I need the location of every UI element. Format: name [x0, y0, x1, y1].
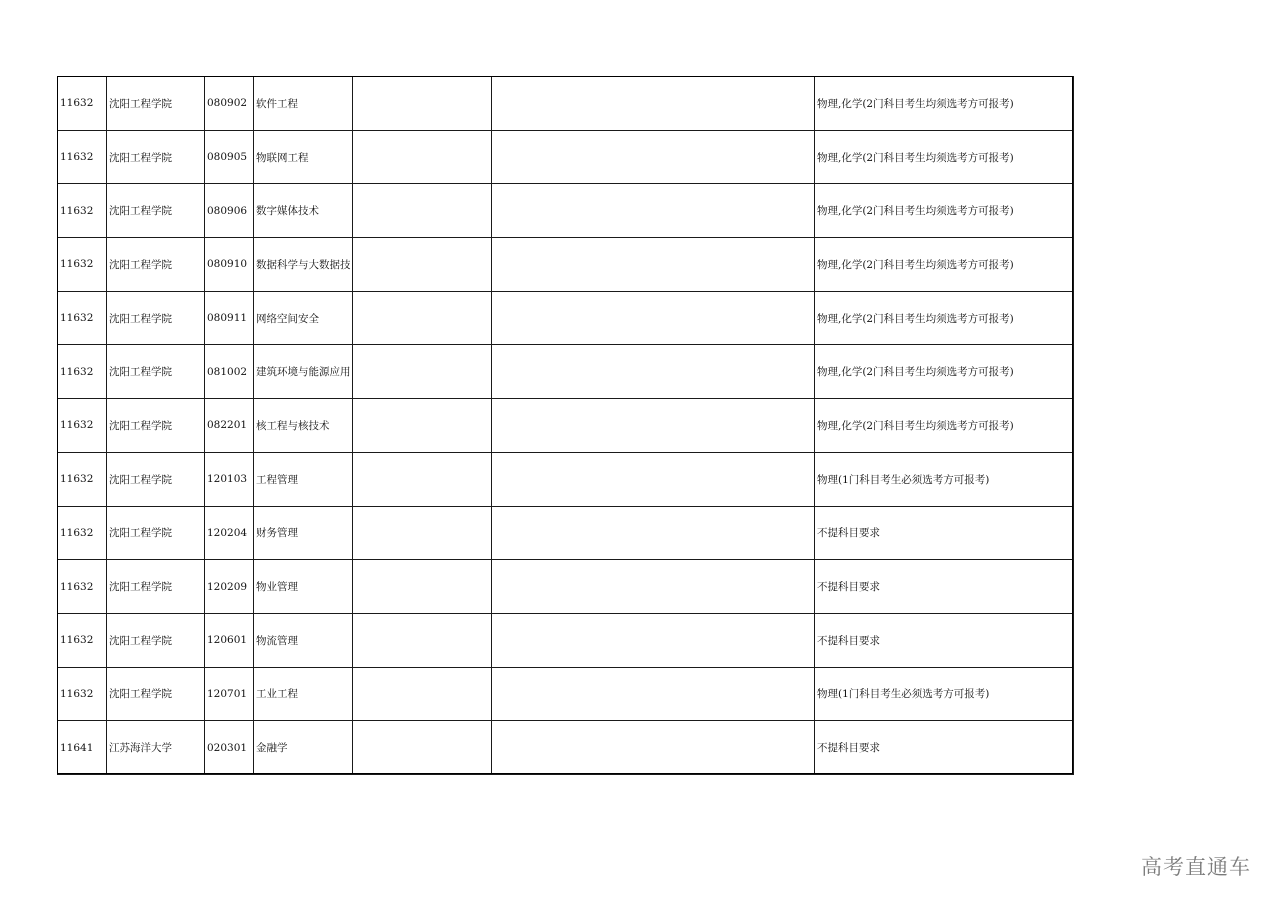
table-body [58, 77, 1074, 775]
empty-cell [492, 238, 815, 292]
empty-cell [492, 721, 815, 775]
table-row [58, 238, 1074, 292]
major-code-cell: 120204 [205, 506, 254, 560]
major-code-cell: 080911 [205, 291, 254, 345]
school-code-cell: 11632 [58, 345, 107, 399]
empty-cell [492, 667, 815, 721]
major-name-cell: 数据科学与大数据技 [254, 238, 353, 292]
subject-requirement-cell: 不提科目要求 [815, 721, 1074, 775]
empty-cell [353, 560, 492, 614]
major-code-cell: 080906 [205, 184, 254, 238]
school-code-cell: 11632 [58, 130, 107, 184]
major-name-cell: 建筑环境与能源应用 [254, 345, 353, 399]
empty-cell [353, 77, 492, 131]
school-code-cell: 11632 [58, 667, 107, 721]
subject-requirement-cell: 不提科目要求 [815, 613, 1074, 667]
subject-requirement-cell: 物理,化学(2门科目考生均须选考方可报考) [815, 130, 1074, 184]
school-name-cell: 沈阳工程学院 [107, 345, 205, 399]
table-row [58, 130, 1074, 184]
school-code-cell: 11632 [58, 452, 107, 506]
empty-cell [492, 613, 815, 667]
school-name-cell: 沈阳工程学院 [107, 560, 205, 614]
empty-cell [353, 721, 492, 775]
school-name-cell: 沈阳工程学院 [107, 130, 205, 184]
empty-cell [492, 399, 815, 453]
school-code-cell: 11632 [58, 77, 107, 131]
table-row [58, 399, 1074, 453]
school-code-cell: 11632 [58, 560, 107, 614]
subject-requirement-cell: 不提科目要求 [815, 506, 1074, 560]
major-code-cell: 080905 [205, 130, 254, 184]
watermark: 高考直通车 [1141, 855, 1251, 879]
empty-cell [492, 184, 815, 238]
subject-requirement-cell: 物理,化学(2门科目考生均须选考方可报考) [815, 184, 1074, 238]
subject-requirement-cell: 物理,化学(2门科目考生均须选考方可报考) [815, 238, 1074, 292]
school-name-cell: 沈阳工程学院 [107, 506, 205, 560]
major-name-cell: 物联网工程 [254, 130, 353, 184]
table-row [58, 345, 1074, 399]
major-code-cell: 020301 [205, 721, 254, 775]
subject-requirement-cell: 不提科目要求 [815, 560, 1074, 614]
major-name-cell: 物流管理 [254, 613, 353, 667]
major-code-cell: 081002 [205, 345, 254, 399]
school-code-cell: 11641 [58, 721, 107, 775]
empty-cell [492, 130, 815, 184]
major-code-cell: 120601 [205, 613, 254, 667]
school-name-cell: 沈阳工程学院 [107, 238, 205, 292]
empty-cell [353, 506, 492, 560]
table-row [58, 560, 1074, 614]
school-name-cell: 沈阳工程学院 [107, 77, 205, 131]
school-name-cell: 沈阳工程学院 [107, 613, 205, 667]
table-row [58, 452, 1074, 506]
major-code-cell: 080902 [205, 77, 254, 131]
major-name-cell: 数字媒体技术 [254, 184, 353, 238]
empty-cell [353, 238, 492, 292]
table-row [58, 721, 1074, 775]
empty-cell [492, 77, 815, 131]
subject-requirement-cell: 物理,化学(2门科目考生均须选考方可报考) [815, 345, 1074, 399]
empty-cell [353, 184, 492, 238]
school-code-cell: 11632 [58, 184, 107, 238]
major-name-cell: 网络空间安全 [254, 291, 353, 345]
table-row [58, 667, 1074, 721]
major-name-cell: 金融学 [254, 721, 353, 775]
empty-cell [353, 130, 492, 184]
table-row [58, 506, 1074, 560]
subject-requirement-cell: 物理,化学(2门科目考生均须选考方可报考) [815, 77, 1074, 131]
major-code-cell: 120701 [205, 667, 254, 721]
empty-cell [353, 291, 492, 345]
school-code-cell: 11632 [58, 506, 107, 560]
school-name-cell: 沈阳工程学院 [107, 667, 205, 721]
school-code-cell: 11632 [58, 291, 107, 345]
school-name-cell: 沈阳工程学院 [107, 291, 205, 345]
major-name-cell: 工业工程 [254, 667, 353, 721]
empty-cell [353, 345, 492, 399]
empty-cell [353, 452, 492, 506]
table-row [58, 291, 1074, 345]
major-name-cell: 工程管理 [254, 452, 353, 506]
major-code-cell: 080910 [205, 238, 254, 292]
school-code-cell: 11632 [58, 613, 107, 667]
empty-cell [353, 613, 492, 667]
school-name-cell: 沈阳工程学院 [107, 399, 205, 453]
school-code-cell: 11632 [58, 238, 107, 292]
subject-requirement-cell: 物理(1门科目考生必须选考方可报考) [815, 667, 1074, 721]
subject-requirement-cell: 物理,化学(2门科目考生均须选考方可报考) [815, 291, 1074, 345]
major-name-cell: 核工程与核技术 [254, 399, 353, 453]
major-name-cell: 物业管理 [254, 560, 353, 614]
subject-requirements-table [57, 76, 1074, 775]
empty-cell [492, 291, 815, 345]
major-name-cell: 软件工程 [254, 77, 353, 131]
table-row [58, 77, 1074, 131]
empty-cell [492, 452, 815, 506]
major-code-cell: 082201 [205, 399, 254, 453]
empty-cell [492, 560, 815, 614]
empty-cell [353, 399, 492, 453]
subject-requirement-cell: 物理(1门科目考生必须选考方可报考) [815, 452, 1074, 506]
empty-cell [353, 667, 492, 721]
empty-cell [492, 506, 815, 560]
major-name-cell: 财务管理 [254, 506, 353, 560]
school-name-cell: 江苏海洋大学 [107, 721, 205, 775]
empty-cell [492, 345, 815, 399]
subject-requirement-cell: 物理,化学(2门科目考生均须选考方可报考) [815, 399, 1074, 453]
school-code-cell: 11632 [58, 399, 107, 453]
major-code-cell: 120209 [205, 560, 254, 614]
major-code-cell: 120103 [205, 452, 254, 506]
school-name-cell: 沈阳工程学院 [107, 184, 205, 238]
school-name-cell: 沈阳工程学院 [107, 452, 205, 506]
table-row [58, 613, 1074, 667]
table-row [58, 184, 1074, 238]
